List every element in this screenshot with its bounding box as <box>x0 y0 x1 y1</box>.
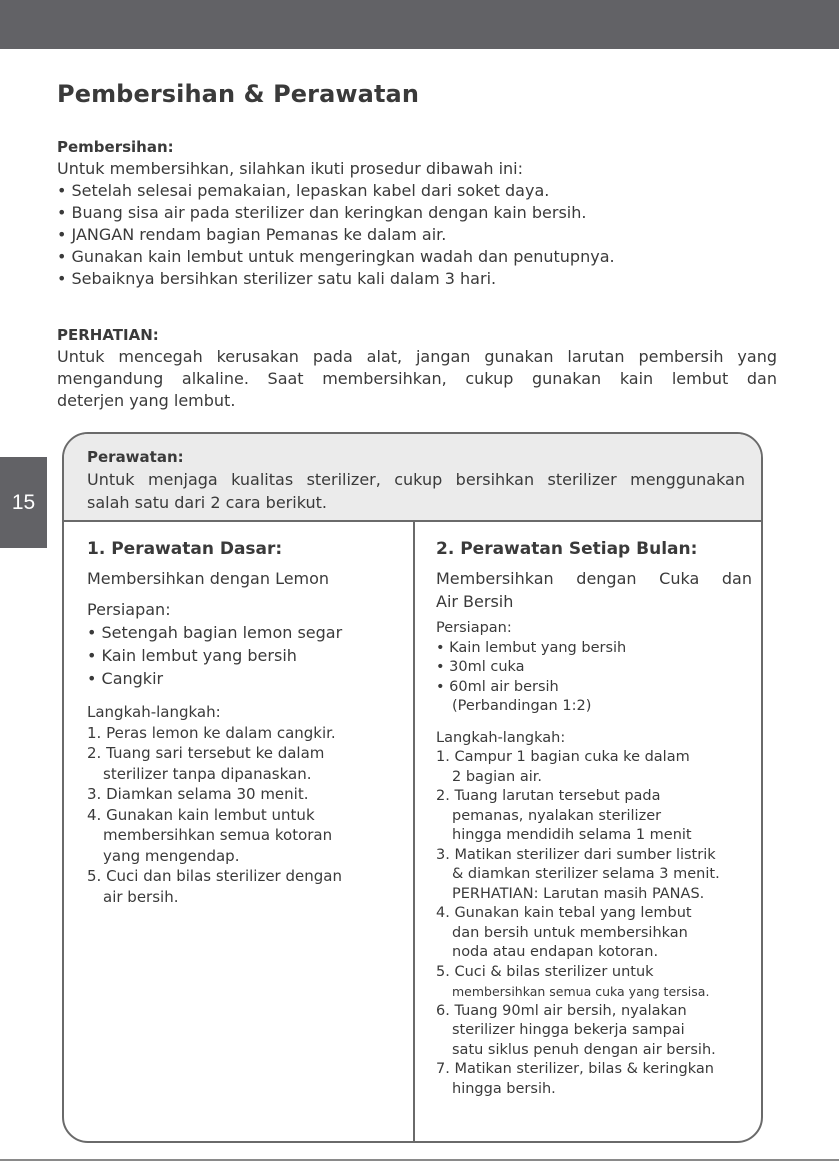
list-item: yang mengendap. <box>103 846 240 865</box>
list-item: membersihkan semua cuka yang tersisa. <box>452 984 710 999</box>
list-item: membersihkan semua kotoran <box>103 826 333 844</box>
list-item: 4. Gunakan kain tebal yang lembut <box>436 905 692 921</box>
list-item: • Buang sisa air pada sterilizer dan keringkan dengan kain bersih. <box>57 203 587 222</box>
list-item: & diamkan sterilizer selama 3 menit. <box>452 866 720 882</box>
list-item: • Cangkir <box>87 669 164 688</box>
list-item: 2. Tuang larutan tersebut pada <box>436 788 661 804</box>
list-item: sterilizer tanpa dipanaskan. <box>103 764 312 783</box>
page-title: Pembersihan & Perawatan <box>57 80 420 108</box>
list-item: 5. Cuci & bilas sterilizer untuk <box>436 963 654 980</box>
basic-maintenance-column <box>87 537 397 907</box>
maintenance-line: Untuk menjaga kualitas sterilizer, cukup bersihkan sterilizer menggunakan <box>87 470 745 489</box>
list-item: • Setelah selesai pemakaian, lepaskan kabel dari soket daya. <box>57 181 550 200</box>
list-item: 1. Campur 1 bagian cuka ke dalam <box>436 749 690 765</box>
page-number: 15 <box>11 490 36 514</box>
basic-prep-label: Persiapan: <box>87 600 171 619</box>
header-bar <box>0 0 839 49</box>
list-item: sterilizer hingga bekerja sampai <box>452 1022 685 1038</box>
list-item: • Kain lembut yang bersih <box>436 639 627 656</box>
list-item: • Kain lembut yang bersih <box>87 646 297 665</box>
monthly-maintenance-column <box>436 537 752 1099</box>
maintenance-heading: Perawatan: <box>87 448 184 466</box>
list-item: satu siklus penuh dengan air bersih. <box>452 1041 716 1058</box>
list-item: • 60ml air bersih <box>436 678 559 695</box>
monthly-subtitle: Membersihkan dengan Cuka dan <box>436 569 752 588</box>
list-item: dan bersih untuk membersihkan <box>452 924 688 941</box>
list-item: • 30ml cuka <box>436 659 525 675</box>
list-item: 2 bagian air. <box>452 768 542 785</box>
monthly-subtitle: Air Bersih <box>436 592 514 611</box>
list-item: air bersih. <box>103 887 179 906</box>
list-item: (Perbandingan 1:2) <box>452 698 592 714</box>
list-item: 2. Tuang sari tersebut ke dalam <box>87 744 325 762</box>
footer-rule <box>0 1159 839 1161</box>
list-item: PERHATIAN: Larutan masih PANAS. <box>452 885 705 902</box>
list-item: • Gunakan kain lembut untuk mengeringkan wadah dan penutupnya. <box>57 247 615 266</box>
monthly-title: 2. Perawatan Setiap Bulan: <box>436 539 698 559</box>
list-item: 3. Diamkan selama 30 menit. <box>87 785 309 803</box>
cleaning-intro: Untuk membersihkan, silahkan ikuti prosedur dibawah ini: <box>57 159 523 178</box>
column-divider <box>413 522 415 1143</box>
list-item: pemanas, nyalakan sterilizer <box>452 807 662 824</box>
maintenance-box <box>62 432 763 1143</box>
page-number-tab <box>0 457 47 548</box>
basic-steps-label: Langkah-langkah: <box>87 703 221 721</box>
list-item: 3. Matikan sterilizer dari sumber listrik <box>436 846 716 863</box>
warning-heading: PERHATIAN: <box>57 326 159 344</box>
list-item: 6. Tuang 90ml air bersih, nyalakan <box>436 1002 687 1019</box>
list-item: 7. Matikan sterilizer, bilas & keringkan <box>436 1061 714 1077</box>
list-item: 4. Gunakan kain lembut untuk <box>87 805 315 824</box>
list-item: • Setengah bagian lemon segar <box>87 623 343 642</box>
list-item: • Sebaiknya bersihkan sterilizer satu kali dalam 3 hari. <box>57 269 497 288</box>
warning-line: mengandung alkaline. Saat membersihkan, cukup gunakan kain lembut dan <box>57 369 777 388</box>
basic-title: 1. Perawatan Dasar: <box>87 539 283 559</box>
monthly-prep-label: Persiapan: <box>436 620 512 636</box>
list-item: 5. Cuci dan bilas sterilizer dengan <box>87 867 342 885</box>
list-item: 1. Peras lemon ke dalam cangkir. <box>87 723 336 742</box>
warning-line: Untuk mencegah kerusakan pada alat, jangan gunakan larutan pembersih yang <box>57 347 777 366</box>
cleaning-heading: Pembersihan: <box>57 138 174 156</box>
monthly-steps-label: Langkah-langkah: <box>436 729 566 746</box>
warning-section <box>57 324 777 412</box>
list-item: hingga bersih. <box>452 1080 556 1097</box>
maintenance-header <box>64 434 761 522</box>
maintenance-line: salah satu dari 2 cara berikut. <box>87 493 327 512</box>
basic-subtitle: Membersihkan dengan Lemon <box>87 569 330 588</box>
list-item: noda atau endapan kotoran. <box>452 944 659 960</box>
list-item: • JANGAN rendam bagian Pemanas ke dalam air. <box>57 225 447 244</box>
warning-line: deterjen yang lembut. <box>57 391 236 410</box>
cleaning-section <box>57 136 777 290</box>
list-item: hingga mendidih selama 1 menit <box>452 827 692 843</box>
